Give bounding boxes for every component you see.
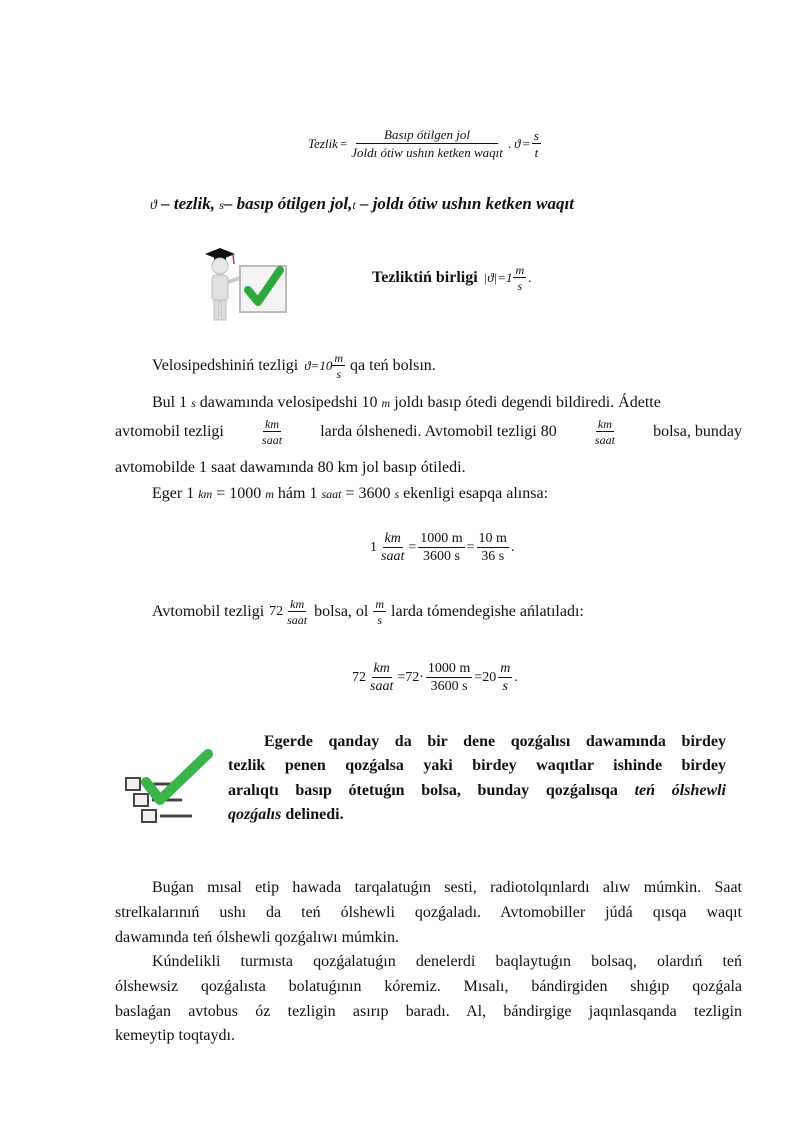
- paragraph-bicycle-meaning: Bul 1 s dawamında velosipedshi 10 m joldı basıp ótedi degendi bildiredi. Ádette: [152, 394, 661, 411]
- paragraph-car-distance: avtomobilde 1 saat dawamında 80 km jol basıp ótiledi.: [115, 459, 466, 476]
- paragraph-unit-conversion: Eger 1 km = 1000 m hám 1 saat = 3600 s ekenligi esapqa alınsa:: [152, 485, 549, 502]
- graduate-checkmark-icon: [200, 240, 295, 325]
- speed-formula: Tezlik = $\frac{\text{Basıp ótilgen jol}}{\text{Joldı ótiw ushın ketken waqıt}}$ . ϑ = $\frac{s}{t}$: [308, 127, 539, 160]
- formula-numerator: Basıp ótilgen jol: [356, 128, 498, 144]
- speed-unit-label: Tezliktiń birligi: [372, 269, 478, 286]
- paragraph-car-72: Avtomobil tezligi 72 $\frac{km}{\text{saat}}$ bolsa, ol $\frac{m}{s}$ larda tómendegishe ańlatıladı:: [152, 597, 584, 627]
- paragraph-car-speed-units: avtomobil tezligi $\frac{km}{\text{saat}}$ larda ólshenedi. Avtomobil tezligi 80 $\frac{km}{\text{saat}}$ bolsa, bunday: [115, 417, 742, 447]
- paragraph-nonuniform: Kúndelikli turmısta qozǵalatuǵın denelerdi baqlaytuǵın bolsaq, olardıń teń ólshewsiz qozǵalısta bolatuǵının kóremiz. Mısalı, bándirgiden shıǵıp qozǵala baslaǵan avtobus óz tezligin asırıp baradı. Al, bándirgige jaqınlasqanda tezligin kemeytip toqtaydı.: [115, 953, 742, 1045]
- formula-s-over-t: $\frac{s}{t}$: [533, 127, 539, 160]
- formula-fraction: [349, 128, 505, 159]
- conversion-equation: 1 $\frac{km}{\text{saat}}$ = $\frac{1000 m}{3600 s}$ = $\frac{10 m}{36 s}$ .: [370, 531, 515, 564]
- paragraph-examples: Buǵan mısal etip hawada tarqalatuǵın sesti, radiotolqınlardı alıw múmkin. Saat strelkalarınıń ushı da teń ólshewli qozǵaladı. Avtomobiller júdá qısqa waqıt dawamında teń ólshewli qozǵalıwı múmkin.: [115, 879, 742, 946]
- formula-lhs: Tezlik: [308, 135, 338, 151]
- speed-unit-line: Tezliktiń birligi |ϑ|=1 $\frac{m}{s}$ .: [372, 263, 532, 293]
- formula-denominator: Joldı ótiw ushın ketken waqıt: [351, 145, 503, 160]
- checklist-checkmark-icon: [120, 748, 220, 830]
- speed-72-equation: 72 $\frac{km}{\text{saat}}$ =72· $\frac{1000 m}{3600 s}$ =20 $\frac{m}{s}$ .: [352, 661, 518, 694]
- formula-symbol: ϑ: [514, 135, 521, 151]
- variable-legend: ϑ – tezlik, s– basıp ótilgen jol,t – joldı ótiw ushın ketken waqıt: [150, 194, 574, 213]
- paragraph-bicycle-speed: Velosipedshiniń tezligi ϑ=10 $\frac{m}{s}$ qa teń bolsın.: [152, 351, 436, 381]
- uniform-motion-definition: Egerde qanday da bir dene qozǵalısı dawamında birdey tezlik penen qozǵalsa yaki birdey waqıtlar ishinde birdey aralıqtı basıp ótetuǵın bolsa, bunday qozǵalısqa teń ólshewli qozǵalıs delinedi.: [228, 733, 727, 823]
